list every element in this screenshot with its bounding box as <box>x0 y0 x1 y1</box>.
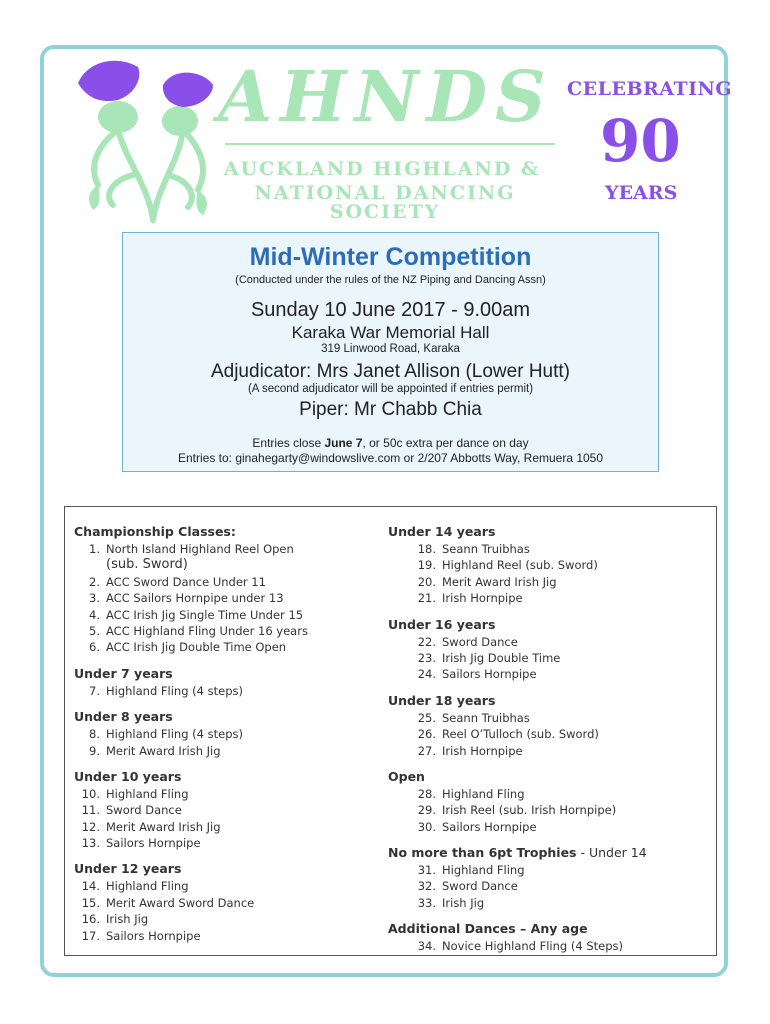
event-date-time: Sunday 10 June 2017 - 9.00am <box>250 299 531 321</box>
class-label: ACC Sailors Hornpipe under 13 <box>106 591 284 606</box>
class-item <box>388 590 708 606</box>
class-item <box>388 819 708 835</box>
class-group-heading-text: Under 14 years <box>388 524 496 539</box>
class-label: ACC Sword Dance Under 11 <box>106 574 266 589</box>
class-item <box>388 878 708 894</box>
entries-close-suffix: , or 50c extra per dance on day <box>362 436 529 450</box>
class-number: 15. <box>81 895 100 910</box>
class-item <box>74 557 384 573</box>
class-label: ACC Irish Jig Single Time Under 15 <box>106 607 304 622</box>
class-number: 2. <box>89 574 100 589</box>
event-address: 319 Linwood Road, Karaka <box>321 343 460 355</box>
class-label: Highland Fling <box>442 786 525 801</box>
class-label: Highland Reel (sub. Sword) <box>442 558 598 573</box>
event-adjudicator: Adjudicator: Mrs Janet Allison (Lower Hutt) <box>210 361 571 382</box>
class-number: 5. <box>89 623 100 638</box>
class-label: Sailors Hornpipe <box>442 667 537 682</box>
class-number: 1. <box>89 542 100 556</box>
class-label: Sword Dance <box>106 803 182 818</box>
class-number <box>74 557 106 573</box>
class-label: Seann Truibhas <box>442 542 530 556</box>
class-group-heading <box>74 708 384 726</box>
class-item <box>74 928 384 944</box>
class-group <box>388 920 708 954</box>
class-number: 14. <box>81 879 100 894</box>
class-number: 22. <box>417 634 436 649</box>
class-item <box>388 666 708 682</box>
event-info-box <box>122 232 659 472</box>
class-number: 24. <box>417 667 436 682</box>
class-label: Seann Truibhas <box>442 710 530 725</box>
class-group-heading <box>388 523 708 541</box>
class-label: (sub. Sword) <box>106 557 188 573</box>
class-group-heading <box>388 920 708 938</box>
class-label: Merit Award Irish Jig <box>106 743 221 758</box>
society-name-line1: AUCKLAND HIGHLAND & <box>223 158 541 180</box>
logo-divider <box>225 143 555 145</box>
class-group-heading-text: No more than 6pt Trophies <box>388 845 577 861</box>
event-venue: Karaka War Memorial Hall <box>291 323 490 342</box>
class-item <box>388 786 708 802</box>
class-item <box>388 726 708 742</box>
event-rules-note: (Conducted under the rules of the NZ Piping and Dancing Assn) <box>235 274 546 286</box>
class-label: Irish Reel (sub. Irish Hornpipe) <box>442 803 617 818</box>
class-number: 29. <box>417 803 436 818</box>
class-label: Irish Jig Double Time <box>442 650 561 665</box>
class-item <box>74 802 384 818</box>
class-group-heading <box>74 768 384 786</box>
class-label: Irish Hornpipe <box>442 591 523 606</box>
class-number: 34. <box>417 939 436 954</box>
class-item <box>74 726 384 742</box>
class-item <box>74 607 384 623</box>
class-label: Irish Hornpipe <box>442 743 523 758</box>
class-item <box>74 819 384 835</box>
class-number: 11. <box>81 803 100 818</box>
class-item <box>74 786 384 802</box>
class-item <box>74 743 384 759</box>
class-item <box>74 639 384 655</box>
class-item <box>388 938 708 954</box>
class-group-heading <box>388 844 708 862</box>
class-number: 27. <box>417 743 436 758</box>
years-label: YEARS <box>605 182 678 204</box>
class-label: Sailors Hornpipe <box>442 819 537 834</box>
class-item <box>74 911 384 927</box>
class-label: Reel O’Tulloch (sub. Sword) <box>442 727 599 742</box>
class-number: 9. <box>89 743 100 758</box>
classes-box <box>64 506 717 956</box>
class-group <box>74 665 384 699</box>
class-number: 28. <box>417 786 436 801</box>
class-number: 20. <box>417 574 436 589</box>
class-group <box>388 616 708 683</box>
class-group-heading <box>74 665 384 683</box>
class-number: 31. <box>417 863 436 878</box>
event-adjudicator-note: (A second adjudicator will be appointed if entries permit) <box>247 383 534 395</box>
class-group-heading <box>388 692 708 710</box>
class-group-heading-text: Championship Classes: <box>74 524 236 539</box>
class-item <box>74 623 384 639</box>
celebrating-label: CELEBRATING <box>567 78 733 100</box>
class-group <box>74 523 384 656</box>
class-label: Sailors Hornpipe <box>106 928 201 943</box>
class-label: Highland Fling <box>442 863 525 878</box>
class-label: Sailors Hornpipe <box>106 836 201 851</box>
class-number: 32. <box>417 879 436 894</box>
class-number: 7. <box>89 683 100 698</box>
class-group-heading-text: Under 10 years <box>74 768 182 784</box>
class-label: Novice Highland Fling (4 Steps) <box>442 939 623 954</box>
class-label: Sword Dance <box>442 634 518 649</box>
class-group-heading-text: Under 18 years <box>388 692 496 708</box>
class-label: Merit Award Sword Dance <box>106 895 255 910</box>
event-title: Mid-Winter Competition <box>249 243 532 271</box>
class-group <box>388 844 708 911</box>
class-item <box>74 878 384 894</box>
class-label: Highland Fling <box>106 786 189 801</box>
class-group-heading <box>388 616 708 634</box>
class-number: 6. <box>89 640 100 655</box>
class-number: 21. <box>417 591 436 606</box>
class-label: Irish Jig <box>106 912 149 927</box>
class-item <box>388 862 708 878</box>
class-number: 33. <box>417 895 436 910</box>
class-item <box>74 895 384 911</box>
entries-close-date: June 7 <box>324 436 363 450</box>
class-label: Sword Dance <box>442 879 518 894</box>
class-item <box>388 541 708 557</box>
class-item <box>388 574 708 590</box>
classes-right-column <box>388 523 708 964</box>
class-number: 19. <box>417 558 436 573</box>
class-number: 30. <box>417 819 436 834</box>
entries-to: Entries to: ginahegarty@windowslive.com or 2/207 Abbotts Way, Remuera 1050 <box>177 451 604 465</box>
class-number: 25. <box>417 710 436 725</box>
class-label: Highland Fling (4 steps) <box>106 727 243 742</box>
class-group <box>388 692 708 759</box>
class-group-heading <box>388 768 708 786</box>
class-number: 13. <box>81 836 100 851</box>
class-number: 8. <box>89 727 100 742</box>
class-group <box>388 768 708 835</box>
class-item <box>74 683 384 699</box>
class-number: 16. <box>81 912 100 927</box>
class-label: ACC Highland Fling Under 16 years <box>106 623 308 638</box>
class-group-heading-text: Under 16 years <box>388 616 496 632</box>
class-label: ACC Irish Jig Double Time Open <box>106 640 287 655</box>
class-label: Merit Award Irish Jig <box>106 819 221 834</box>
class-item <box>388 557 708 573</box>
class-item <box>388 743 708 759</box>
class-label: Merit Award Irish Jig <box>442 574 557 589</box>
class-number: 23. <box>417 650 436 665</box>
class-number: 17. <box>81 928 100 943</box>
class-number: 26. <box>417 727 436 742</box>
logo-acronym: AHNDS <box>218 55 554 138</box>
class-group-heading <box>74 860 384 878</box>
class-number: 10. <box>81 786 100 801</box>
entries-close-prefix: Entries close <box>252 436 325 450</box>
class-number: 3. <box>89 591 100 606</box>
entries-close <box>123 436 658 450</box>
class-item <box>74 574 384 590</box>
class-item <box>388 802 708 818</box>
class-group-heading-text: Under 12 years <box>74 861 182 877</box>
class-number: 12. <box>81 819 100 834</box>
class-item <box>74 541 384 557</box>
class-item <box>388 650 708 666</box>
class-group-heading <box>74 523 384 541</box>
class-group-heading-suffix: - Under 14 <box>576 845 647 861</box>
anniversary-number: 90 <box>600 107 681 175</box>
class-group-heading-text: Under 7 years <box>74 665 173 681</box>
event-piper: Piper: Mr Chabb Chia <box>299 399 482 420</box>
class-label: Highland Fling (4 steps) <box>106 683 243 698</box>
class-group-heading-text: Under 8 years <box>74 709 173 725</box>
class-label: Highland Fling <box>106 879 189 894</box>
class-group-heading-text: Open <box>388 768 425 784</box>
class-group <box>74 860 384 944</box>
class-label: North Island Highland Reel Open <box>106 542 294 556</box>
class-group-heading-text: Additional Dances – Any age <box>388 921 588 937</box>
society-name-line2: NATIONAL DANCING SOCIETY <box>254 182 516 223</box>
class-number: 4. <box>89 607 100 622</box>
class-group <box>74 708 384 759</box>
class-number: 18. <box>417 542 436 556</box>
class-item <box>388 710 708 726</box>
class-label: Irish Jig <box>442 895 485 910</box>
class-item <box>388 895 708 911</box>
classes-left-column <box>74 523 384 953</box>
class-item <box>74 590 384 606</box>
class-item <box>74 835 384 851</box>
class-group <box>388 523 708 607</box>
class-item <box>388 634 708 650</box>
class-group <box>74 768 384 852</box>
